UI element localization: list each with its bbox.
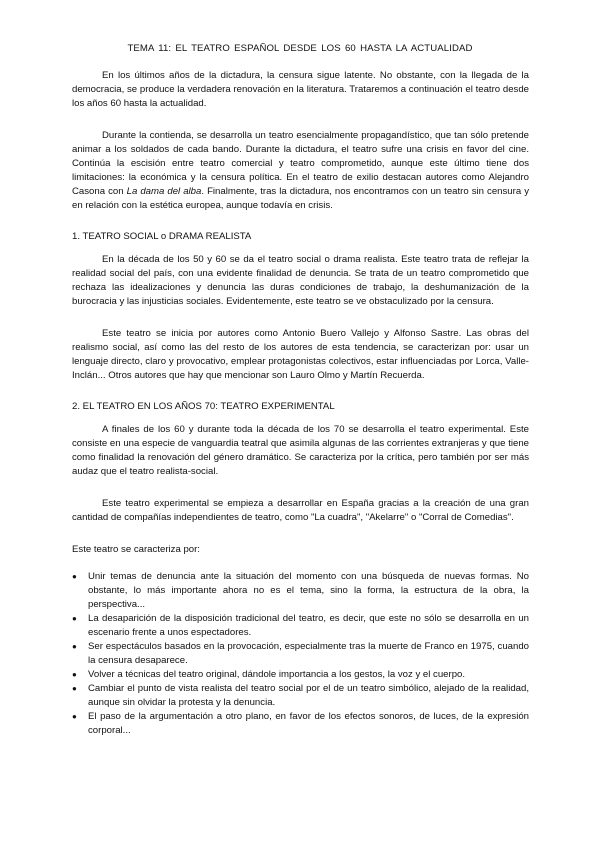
characteristics-list [72,570,529,738]
list-item-text: Ser espectáculos basados en la provocación, especialmente tras la muerte de Franco en 1975, cuando la censura desaparece. [88,641,529,666]
context-text-before: Durante la contienda, se desarrolla un teatro esencialmente propagandístico, que tan sólo pretende animar a los soldados de cada bando. Durante la dictadura, el teatro sufre una crisis en favor del cine. Continúa la escisión entre teatro comercial y teatro comprometido, aunque este último tiene dos limitaciones: la económica y la censura política. En el teatro de exilio destacan autores como Alejandro Casona con [72,130,529,197]
list-item-text: Unir temas de denuncia ante la situación del momento con una búsqueda de nuevas formas. No obstante, lo más importante ahora no es el tema, sino la forma, la estructura de la obra, la perspectiva... [88,571,529,610]
bullet-icon: ● [72,572,77,581]
list-item [72,640,529,668]
document-title: TEMA 11: EL TEATRO ESPAÑOL DESDE LOS 60 HASTA LA ACTUALIDAD [127,43,473,54]
list-item [72,668,529,682]
social-theatre-paragraph-2: Este teatro se inicia por autores como Antonio Buero Vallejo y Alfonso Sastre. Las obras del realismo social, así como las del resto de los autores de esta tendencia, se caracterizan por: usar un lenguaje directo, claro y provocativo, emplear protagonistas colectivos, estar influenciadas por Lorca, Valle-Inclán... Otros autores que hay que mencionar son Lauro Olmo y Martín Recuerda. [72,328,529,381]
list-item [72,570,529,612]
experimental-theatre-paragraph-2: Este teatro experimental se empieza a desarrollar en España gracias a la creación de una gran cantidad de compañías independientes de teatro, como "La cuadra", "Akelarre" o "Corral de Comedias". [72,498,529,523]
social-theatre-paragraph-1: En la década de los 50 y 60 se da el teatro social o drama realista. Este teatro trata de reflejar la realidad social del país, con una evidente finalidad de denuncia. Se trata de un teatro comprometido que rechaza las idealizaciones y denuncia las duras condiciones de trabajo, la deshumanización de la burocracia y las injusticias sociales. Evidentemente, este teatro se ve obstaculizado por la censura. [72,254,529,307]
context-text-after: . Finalmente, tras la dictadura, nos encontramos con un teatro sin censura y en relación con la estética europea, aunque todavía en crisis. [72,186,529,211]
document-body [72,69,529,738]
bullet-icon: ● [72,614,77,623]
list-item-text: La desaparición de la disposición tradicional del teatro, es decir, que este no sólo se desarrolla en un escenario frente a unos espectadores. [88,613,529,638]
context-paragraph [72,129,529,213]
bullet-icon: ● [72,712,77,721]
bullet-icon: ● [72,684,77,693]
list-item-text: Volver a técnicas del teatro original, dándole importancia a los gestos, la voz y el cuerpo. [88,669,466,680]
section-heading-social-theatre: 1. TEATRO SOCIAL o DRAMA REALISTA [72,231,252,242]
bullet-icon: ● [72,670,77,679]
list-item-text: Cambiar el punto de vista realista del teatro social por el de un teatro simbólico, alejado de la realidad, aunque sin olvidar la protesta y la denuncia. [88,683,529,708]
bullet-icon: ● [72,642,77,651]
work-title: La dama del alba [126,186,202,197]
experimental-theatre-paragraph-1: A finales de los 60 y durante toda la década de los 70 se desarrolla el teatro experimental. Este consiste en una especie de vanguardia teatral que asimila algunas de las corrientes extranjeras y que tiene como finalidad la renovación del género dramático. Se caracteriza por la crítica, pero también por ser más audaz que el teatro realista-social. [72,424,529,477]
list-item [72,612,529,640]
list-item-text: El paso de la argumentación a otro plano, en favor de los efectos sonoros, de luces, de la expresión corporal... [88,711,529,736]
section-heading-experimental-theatre: 2. EL TEATRO EN LOS AÑOS 70: TEATRO EXPERIMENTAL [72,401,335,412]
list-item [72,710,529,738]
characteristics-intro: Este teatro se caracteriza por: [72,544,200,555]
list-item [72,682,529,710]
intro-paragraph: En los últimos años de la dictadura, la censura sigue latente. No obstante, con la llegada de la democracia, se produce la verdadera renovación en la literatura. Trataremos a continuación el teatro desde los años 60 hasta la actualidad. [72,70,529,109]
